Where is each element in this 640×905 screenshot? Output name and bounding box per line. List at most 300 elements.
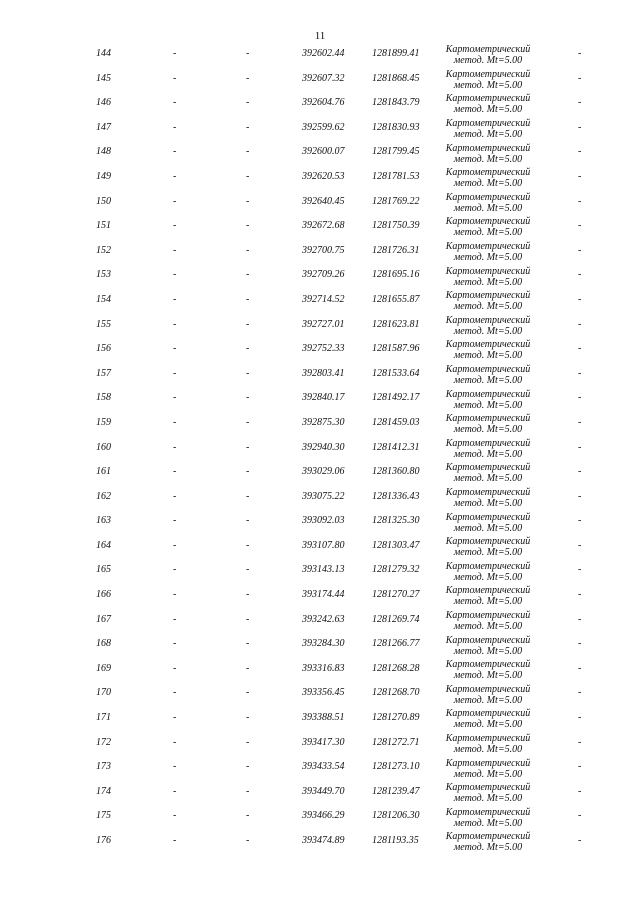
x-coordinate: 393107.80 xyxy=(302,539,345,551)
x-coordinate: 393143.13 xyxy=(302,564,345,576)
method-cell xyxy=(436,67,540,93)
x-coordinate: 393474.89 xyxy=(302,835,345,846)
method-name: Картометрический xyxy=(445,364,531,376)
table-row xyxy=(0,337,640,362)
point-number: 157 xyxy=(96,367,111,379)
table-row xyxy=(0,239,640,264)
method-cell xyxy=(436,214,540,240)
y-coordinate: 1281303.47 xyxy=(372,539,420,551)
dash-cell: - xyxy=(578,97,582,109)
point-number: 148 xyxy=(96,146,111,158)
method-name: Картометрический xyxy=(445,708,531,720)
dash-cell: - xyxy=(578,367,582,379)
method-accuracy: метод. Mt=5.00 xyxy=(453,375,523,387)
method-name: Картометрический xyxy=(445,585,531,597)
dash-cell: - xyxy=(246,736,250,748)
point-number: 169 xyxy=(96,662,111,674)
method-accuracy: метод. Mt=5.00 xyxy=(453,202,523,214)
x-coordinate: 392604.76 xyxy=(302,97,345,109)
method-cell xyxy=(436,411,540,437)
table-row xyxy=(0,731,640,756)
dash-cell: - xyxy=(173,687,177,699)
dash-cell: - xyxy=(246,835,250,846)
method-accuracy: метод. Mt=5.00 xyxy=(453,153,523,165)
dash-cell: - xyxy=(246,48,250,59)
dash-cell: - xyxy=(173,466,177,478)
dash-cell: - xyxy=(173,195,177,207)
method-cell xyxy=(436,780,540,806)
method-name: Картометрический xyxy=(445,659,531,671)
dash-cell: - xyxy=(173,785,177,797)
method-name: Картометрический xyxy=(445,560,531,572)
method-accuracy: метод. Mt=5.00 xyxy=(453,645,523,657)
method-accuracy: метод. Mt=5.00 xyxy=(453,497,523,509)
dash-cell: - xyxy=(578,220,582,232)
method-accuracy: метод. Mt=5.00 xyxy=(453,596,523,608)
y-coordinate: 1281239.47 xyxy=(372,785,420,797)
method-name: Картометрический xyxy=(445,782,531,794)
point-number: 155 xyxy=(96,318,111,330)
point-number: 164 xyxy=(96,539,111,551)
dash-cell: - xyxy=(246,269,250,281)
dash-cell: - xyxy=(578,662,582,674)
method-cell xyxy=(436,657,540,683)
dash-cell: - xyxy=(578,589,582,601)
dash-cell: - xyxy=(246,687,250,699)
method-cell xyxy=(436,460,540,486)
method-name: Картометрический xyxy=(445,167,531,179)
x-coordinate: 393284.30 xyxy=(302,638,345,650)
dash-cell: - xyxy=(578,761,582,773)
dash-cell: - xyxy=(246,121,250,133)
method-name: Картометрический xyxy=(445,290,531,302)
x-coordinate: 393075.22 xyxy=(302,490,345,502)
method-cell xyxy=(436,263,540,289)
point-number: 167 xyxy=(96,613,111,625)
coordinates-table xyxy=(0,42,640,854)
dash-cell: - xyxy=(246,170,250,182)
x-coordinate: 392752.33 xyxy=(302,343,345,355)
dash-cell: - xyxy=(578,466,582,478)
x-coordinate: 392803.41 xyxy=(302,367,345,379)
x-coordinate: 393388.51 xyxy=(302,712,345,724)
dash-cell: - xyxy=(578,244,582,256)
y-coordinate: 1281360.80 xyxy=(372,466,420,478)
method-name: Картометрический xyxy=(445,118,531,130)
dash-cell: - xyxy=(246,761,250,773)
point-number: 166 xyxy=(96,589,111,601)
point-number: 174 xyxy=(96,785,111,797)
page-number: 11 xyxy=(314,30,326,42)
x-coordinate: 392700.75 xyxy=(302,244,345,256)
dash-cell: - xyxy=(173,318,177,330)
dash-cell: - xyxy=(173,810,177,822)
y-coordinate: 1281412.31 xyxy=(372,441,420,453)
dash-cell: - xyxy=(578,343,582,355)
x-coordinate: 392602.44 xyxy=(302,48,345,59)
y-coordinate: 1281268.28 xyxy=(372,662,420,674)
dash-cell: - xyxy=(578,490,582,502)
dash-cell: - xyxy=(578,712,582,724)
y-coordinate: 1281769.22 xyxy=(372,195,420,207)
x-coordinate: 392727.01 xyxy=(302,318,345,330)
method-cell xyxy=(436,558,540,584)
method-cell xyxy=(436,386,540,412)
y-coordinate: 1281799.45 xyxy=(372,146,420,158)
method-accuracy: метод. Mt=5.00 xyxy=(453,424,523,436)
dash-cell: - xyxy=(578,539,582,551)
x-coordinate: 393417.30 xyxy=(302,736,345,748)
dash-cell: - xyxy=(246,293,250,305)
y-coordinate: 1281587.96 xyxy=(372,343,420,355)
y-coordinate: 1281273.10 xyxy=(372,761,420,773)
dash-cell: - xyxy=(246,564,250,576)
y-coordinate: 1281492.17 xyxy=(372,392,420,404)
point-number: 175 xyxy=(96,810,111,822)
point-number: 154 xyxy=(96,293,111,305)
dash-cell: - xyxy=(246,441,250,453)
method-name: Картометрический xyxy=(445,413,531,425)
x-coordinate: 392940.30 xyxy=(302,441,345,453)
dash-cell: - xyxy=(578,736,582,748)
dash-cell: - xyxy=(173,613,177,625)
dash-cell: - xyxy=(578,146,582,158)
point-number: 171 xyxy=(96,712,111,724)
method-name: Картометрический xyxy=(445,732,531,744)
y-coordinate: 1281781.53 xyxy=(372,170,420,182)
y-coordinate: 1281269.74 xyxy=(372,613,420,625)
x-coordinate: 392840.17 xyxy=(302,392,345,404)
point-number: 170 xyxy=(96,687,111,699)
method-cell xyxy=(436,583,540,609)
x-coordinate: 393449.70 xyxy=(302,785,345,797)
point-number: 144 xyxy=(96,48,111,59)
y-coordinate: 1281336.43 xyxy=(372,490,420,502)
dash-cell: - xyxy=(578,613,582,625)
method-accuracy: метод. Mt=5.00 xyxy=(453,399,523,411)
y-coordinate: 1281726.31 xyxy=(372,244,420,256)
method-name: Картометрический xyxy=(445,831,531,843)
method-cell xyxy=(436,42,540,68)
method-accuracy: метод. Mt=5.00 xyxy=(453,670,523,682)
method-accuracy: метод. Mt=5.00 xyxy=(453,793,523,805)
y-coordinate: 1281899.41 xyxy=(372,48,420,59)
x-coordinate: 392875.30 xyxy=(302,416,345,428)
dash-cell: - xyxy=(173,662,177,674)
method-name: Картометрический xyxy=(445,44,531,56)
dash-cell: - xyxy=(578,810,582,822)
y-coordinate: 1281272.71 xyxy=(372,736,420,748)
x-coordinate: 392672.68 xyxy=(302,220,345,232)
x-coordinate: 393092.03 xyxy=(302,515,345,527)
point-number: 156 xyxy=(96,343,111,355)
point-number: 168 xyxy=(96,638,111,650)
point-number: 145 xyxy=(96,72,111,84)
point-number: 147 xyxy=(96,121,111,133)
method-name: Картометрический xyxy=(445,511,531,523)
x-coordinate: 393174.44 xyxy=(302,589,345,601)
dash-cell: - xyxy=(578,785,582,797)
method-cell xyxy=(436,681,540,707)
dash-cell: - xyxy=(173,712,177,724)
dash-cell: - xyxy=(246,613,250,625)
method-accuracy: метод. Mt=5.00 xyxy=(453,620,523,632)
method-name: Картометрический xyxy=(445,388,531,400)
dash-cell: - xyxy=(578,195,582,207)
method-name: Картометрический xyxy=(445,241,531,253)
method-name: Картометрический xyxy=(445,93,531,105)
x-coordinate: 392640.45 xyxy=(302,195,345,207)
method-name: Картометрический xyxy=(445,462,531,474)
dash-cell: - xyxy=(578,293,582,305)
point-number: 176 xyxy=(96,835,111,846)
table-row xyxy=(0,42,640,67)
dash-cell: - xyxy=(246,416,250,428)
x-coordinate: 393242.63 xyxy=(302,613,345,625)
dash-cell: - xyxy=(173,220,177,232)
method-cell xyxy=(436,140,540,166)
method-accuracy: метод. Mt=5.00 xyxy=(453,104,523,116)
dash-cell: - xyxy=(246,97,250,109)
dash-cell: - xyxy=(173,146,177,158)
dash-cell: - xyxy=(173,638,177,650)
dash-cell: - xyxy=(173,170,177,182)
table-row xyxy=(0,534,640,559)
table-row xyxy=(0,386,640,411)
dash-cell: - xyxy=(578,170,582,182)
table-row xyxy=(0,362,640,387)
table-row xyxy=(0,706,640,731)
dash-cell: - xyxy=(246,638,250,650)
dash-cell: - xyxy=(246,220,250,232)
method-accuracy: метод. Mt=5.00 xyxy=(453,178,523,190)
table-row xyxy=(0,140,640,165)
y-coordinate: 1281325.30 xyxy=(372,515,420,527)
y-coordinate: 1281843.79 xyxy=(372,97,420,109)
dash-cell: - xyxy=(578,416,582,428)
method-cell xyxy=(436,509,540,535)
dash-cell: - xyxy=(578,687,582,699)
method-name: Картометрический xyxy=(445,437,531,449)
dash-cell: - xyxy=(246,490,250,502)
dash-cell: - xyxy=(173,244,177,256)
y-coordinate: 1281533.64 xyxy=(372,367,420,379)
y-coordinate: 1281279.32 xyxy=(372,564,420,576)
method-cell xyxy=(436,608,540,634)
table-row xyxy=(0,558,640,583)
x-coordinate: 392620.53 xyxy=(302,170,345,182)
x-coordinate: 393466.29 xyxy=(302,810,345,822)
dash-cell: - xyxy=(173,564,177,576)
method-accuracy: метод. Mt=5.00 xyxy=(453,448,523,460)
table-row xyxy=(0,190,640,215)
point-number: 162 xyxy=(96,490,111,502)
dash-cell: - xyxy=(246,539,250,551)
dash-cell: - xyxy=(173,835,177,846)
method-accuracy: метод. Mt=5.00 xyxy=(453,79,523,91)
method-cell xyxy=(436,190,540,216)
dash-cell: - xyxy=(578,121,582,133)
dash-cell: - xyxy=(173,515,177,527)
dash-cell: - xyxy=(173,392,177,404)
method-accuracy: метод. Mt=5.00 xyxy=(453,276,523,288)
method-accuracy: метод. Mt=5.00 xyxy=(453,694,523,706)
method-cell xyxy=(436,632,540,658)
dash-cell: - xyxy=(173,72,177,84)
table-row xyxy=(0,288,640,313)
point-number: 160 xyxy=(96,441,111,453)
table-row xyxy=(0,165,640,190)
method-name: Картометрический xyxy=(445,634,531,646)
table-row xyxy=(0,755,640,780)
dash-cell: - xyxy=(246,466,250,478)
point-number: 146 xyxy=(96,97,111,109)
dash-cell: - xyxy=(578,72,582,84)
y-coordinate: 1281695.16 xyxy=(372,269,420,281)
dash-cell: - xyxy=(578,318,582,330)
y-coordinate: 1281459.03 xyxy=(372,416,420,428)
method-accuracy: метод. Mt=5.00 xyxy=(453,817,523,829)
dash-cell: - xyxy=(578,638,582,650)
dash-cell: - xyxy=(173,293,177,305)
method-accuracy: метод. Mt=5.00 xyxy=(453,743,523,755)
x-coordinate: 393433.54 xyxy=(302,761,345,773)
dash-cell: - xyxy=(246,195,250,207)
dash-cell: - xyxy=(246,662,250,674)
method-accuracy: метод. Mt=5.00 xyxy=(453,547,523,559)
method-name: Картометрический xyxy=(445,536,531,548)
table-row xyxy=(0,681,640,706)
table-row xyxy=(0,460,640,485)
x-coordinate: 393029.06 xyxy=(302,466,345,478)
point-number: 150 xyxy=(96,195,111,207)
method-name: Картометрический xyxy=(445,314,531,326)
dash-cell: - xyxy=(578,515,582,527)
dash-cell: - xyxy=(173,416,177,428)
method-accuracy: метод. Mt=5.00 xyxy=(453,55,523,67)
method-cell xyxy=(436,706,540,732)
method-name: Картометрический xyxy=(445,609,531,621)
dash-cell: - xyxy=(246,392,250,404)
dash-cell: - xyxy=(578,392,582,404)
x-coordinate: 392714.52 xyxy=(302,293,345,305)
table-row xyxy=(0,485,640,510)
dash-cell: - xyxy=(173,367,177,379)
method-cell xyxy=(436,755,540,781)
method-name: Картометрический xyxy=(445,142,531,154)
method-name: Картометрический xyxy=(445,806,531,818)
dash-cell: - xyxy=(246,515,250,527)
x-coordinate: 393356.45 xyxy=(302,687,345,699)
dash-cell: - xyxy=(246,712,250,724)
point-number: 152 xyxy=(96,244,111,256)
method-cell xyxy=(436,239,540,265)
dash-cell: - xyxy=(173,343,177,355)
method-cell xyxy=(436,485,540,511)
x-coordinate: 392607.32 xyxy=(302,72,345,84)
method-name: Картометрический xyxy=(445,757,531,769)
y-coordinate: 1281623.81 xyxy=(372,318,420,330)
dash-cell: - xyxy=(246,72,250,84)
point-number: 159 xyxy=(96,416,111,428)
dash-cell: - xyxy=(173,761,177,773)
method-name: Картометрический xyxy=(445,486,531,498)
dash-cell: - xyxy=(173,589,177,601)
table-row xyxy=(0,509,640,534)
dash-cell: - xyxy=(173,539,177,551)
dash-cell: - xyxy=(173,121,177,133)
table-row xyxy=(0,780,640,805)
dash-cell: - xyxy=(173,736,177,748)
dash-cell: - xyxy=(578,564,582,576)
x-coordinate: 392709.26 xyxy=(302,269,345,281)
method-name: Картометрический xyxy=(445,216,531,228)
method-name: Картометрический xyxy=(445,339,531,351)
point-number: 161 xyxy=(96,466,111,478)
dash-cell: - xyxy=(246,810,250,822)
method-cell xyxy=(436,116,540,142)
dash-cell: - xyxy=(578,835,582,846)
table-row xyxy=(0,804,640,829)
point-number: 151 xyxy=(96,220,111,232)
method-accuracy: метод. Mt=5.00 xyxy=(453,522,523,534)
dash-cell: - xyxy=(246,318,250,330)
method-accuracy: метод. Mt=5.00 xyxy=(453,571,523,583)
y-coordinate: 1281266.77 xyxy=(372,638,420,650)
dash-cell: - xyxy=(173,97,177,109)
dash-cell: - xyxy=(246,367,250,379)
method-accuracy: метод. Mt=5.00 xyxy=(453,325,523,337)
table-row xyxy=(0,436,640,461)
table-row xyxy=(0,67,640,92)
method-accuracy: метод. Mt=5.00 xyxy=(453,473,523,485)
y-coordinate: 1281193.35 xyxy=(372,835,419,846)
method-cell xyxy=(436,534,540,560)
y-coordinate: 1281868.45 xyxy=(372,72,420,84)
x-coordinate: 392600.07 xyxy=(302,146,345,158)
x-coordinate: 392599.62 xyxy=(302,121,345,133)
table-row xyxy=(0,829,640,854)
dash-cell: - xyxy=(173,269,177,281)
method-accuracy: метод. Mt=5.00 xyxy=(453,227,523,239)
table-row xyxy=(0,608,640,633)
dash-cell: - xyxy=(173,490,177,502)
dash-cell: - xyxy=(578,441,582,453)
method-accuracy: метод. Mt=5.00 xyxy=(453,252,523,264)
method-accuracy: метод. Mt=5.00 xyxy=(453,301,523,313)
point-number: 173 xyxy=(96,761,111,773)
method-cell xyxy=(436,436,540,462)
method-cell xyxy=(436,91,540,117)
table-row xyxy=(0,632,640,657)
dash-cell: - xyxy=(246,785,250,797)
method-accuracy: метод. Mt=5.00 xyxy=(453,719,523,731)
table-row xyxy=(0,583,640,608)
method-cell xyxy=(436,731,540,757)
method-name: Картометрический xyxy=(445,68,531,80)
method-accuracy: метод. Mt=5.00 xyxy=(453,350,523,362)
y-coordinate: 1281655.87 xyxy=(372,293,420,305)
table-row xyxy=(0,214,640,239)
table-row xyxy=(0,116,640,141)
y-coordinate: 1281268.70 xyxy=(372,687,420,699)
dash-cell: - xyxy=(246,244,250,256)
dash-cell: - xyxy=(578,48,582,59)
table-row xyxy=(0,313,640,338)
method-cell xyxy=(436,337,540,363)
table-row xyxy=(0,411,640,436)
dash-cell: - xyxy=(173,441,177,453)
